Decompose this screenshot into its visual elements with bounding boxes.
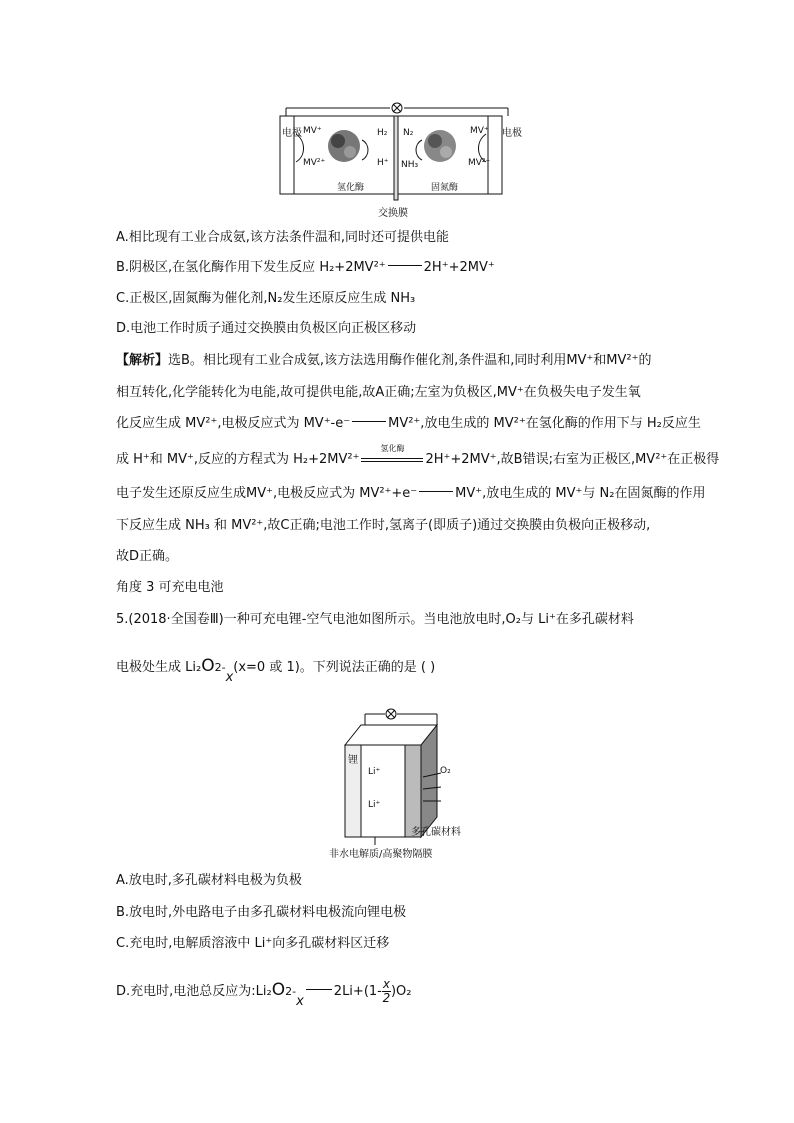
q4-option-b: B.阴极区,在氢化酶作用下发生反应 H₂+2MV²⁺ 2H⁺+2MV⁺: [116, 260, 495, 275]
q5-option-b: B.放电时,外电路电子由多孔碳材料电极流向锂电极: [116, 905, 407, 920]
right-mv-plus: MV⁺: [470, 126, 489, 136]
left-mv-plus: MV⁺: [303, 126, 322, 136]
left-electrode-label: 电极: [282, 128, 302, 139]
lithium-label: 锂: [348, 755, 358, 766]
li-ion-label-1: Li⁺: [368, 767, 381, 777]
q4-option-c: C.正极区,固氮酶为催化剂,N₂发生还原反应生成 NH₃: [116, 291, 416, 306]
h2-label: H₂: [377, 128, 388, 138]
analysis-line-7: 故D正确。: [116, 549, 179, 564]
section-heading: 角度 3 可充电电池: [116, 580, 224, 595]
analysis-line-5: 电子发生还原反应生成MV⁺,电极反应式为 MV²⁺+e⁻ MV⁺,放电生成的 MV⁺与 N₂在固氮酶的作用: [116, 486, 706, 501]
li-ion-label-2: Li⁺: [368, 800, 381, 810]
analysis-line-1: 【解析】选B。相比现有工业合成氨,该方法选用酶作催化剂,条件温和,同时利用MV⁺和MV²⁺的: [116, 353, 652, 368]
q5-stem-line-1: 5.(2018·全国卷Ⅲ)一种可充电锂-空气电池如图所示。当电池放电时,O₂与 Li⁺在多孔碳材料: [116, 612, 634, 627]
q4-option-a: A.相比现有工业合成氨,该方法条件温和,同时还可提供电能: [116, 230, 450, 245]
electrolyte-label: 非水电解质/高聚物隔膜: [329, 849, 433, 860]
q5-stem-line-2: 电极处生成 Li₂O2-x(x=0 或 1)。下列说法正确的是 ( ): [116, 656, 436, 685]
hydrogenase-label: 氢化酶: [337, 183, 365, 193]
right-mv-2plus: MV²⁺: [468, 158, 491, 168]
analysis-line-4: 成 H⁺和 MV⁺,反应的方程式为 H₂+2MV²⁺ 氢化酶 2H⁺+2MV⁺,故B错误;右室为正极区,MV²⁺在正极得: [116, 450, 719, 470]
o2-label: O₂: [440, 766, 451, 776]
membrane-label: 交换膜: [378, 208, 408, 219]
q5-option-c: C.充电时,电解质溶液中 Li⁺向多孔碳材料区迁移: [116, 936, 390, 951]
q5-option-a: A.放电时,多孔碳材料电极为负极: [116, 873, 302, 888]
porous-carbon-label: 多孔碳材料: [411, 827, 461, 838]
nitrogenase-label: 固氮酶: [431, 183, 459, 193]
n2-label: N₂: [403, 128, 414, 138]
q4-option-d: D.电池工作时质子通过交换膜由负极区向正极区移动: [116, 321, 417, 336]
analysis-line-6: 下反应生成 NH₃ 和 MV²⁺,故C正确;电池工作时,氢离子(即质子)通过交换膜由负极向正极移动,: [116, 518, 651, 533]
nh3-label: NH₃: [401, 160, 419, 170]
analysis-label: 【解析】: [116, 353, 169, 368]
left-mv-2plus: MV²⁺: [303, 158, 326, 168]
hplus-label: H⁺: [377, 158, 389, 168]
q5-option-d: D.充电时,电池总反应为:Li₂O2-x2Li+(1- $\frac{x}{2}$ )O₂: [116, 977, 412, 1009]
analysis-line-2: 相互转化,化学能转化为电能,故可提供电能,故A正确;左室为负极区,MV⁺在负极失电子发生氧: [116, 385, 641, 400]
catalyst-label: 氢化酶: [380, 444, 405, 453]
analysis-line-3: 化反应生成 MV²⁺,电极反应式为 MV⁺-e⁻ MV²⁺,放电生成的 MV²⁺在氢化酶的作用下与 H₂反应生: [116, 416, 701, 431]
right-electrode-label: 电极: [502, 128, 522, 139]
